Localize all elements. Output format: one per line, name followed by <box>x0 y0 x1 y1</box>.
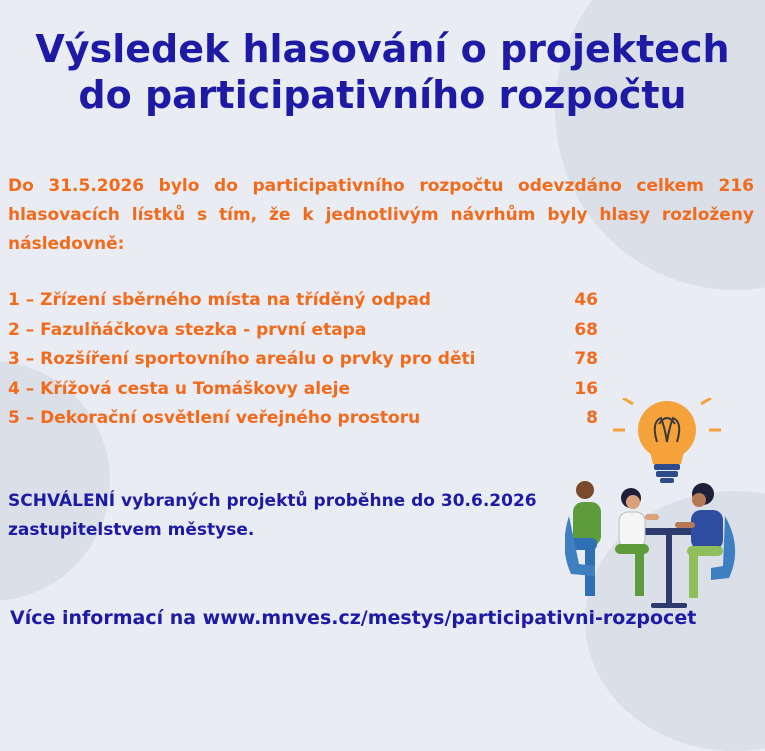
project-votes: 16 <box>574 378 598 399</box>
project-row <box>8 345 598 375</box>
footer-info: Více informací na www.mnves.cz/mestys/participativni-rozpocet <box>10 607 697 629</box>
project-row <box>8 286 598 316</box>
approval-line-2: zastupitelstvem městyse. <box>8 520 255 540</box>
approval-line-1: SCHVÁLENÍ vybraných projektů proběhne do 30.6.2026 <box>8 491 537 511</box>
project-label: 5 – Dekorační osvětlení veřejného prostoru <box>8 408 421 428</box>
project-label: 2 – Fazulňáčkova stezka - první etapa <box>8 319 367 340</box>
lightbulb-team-icon <box>565 398 765 618</box>
title-line-2: do participativního rozpočtu <box>78 73 687 117</box>
page-title <box>0 26 765 118</box>
project-votes: 46 <box>574 290 598 310</box>
project-row <box>8 404 598 434</box>
project-votes: 8 <box>586 408 598 428</box>
project-list <box>8 286 598 434</box>
intro-paragraph: Do 31.5.2026 bylo do participativního rozpočtu odevzdáno celkem 216 hlasovacích lístků s tím, že k jednotlivým návrhům byly hlasy rozloženy následovně: <box>8 176 754 254</box>
project-votes: 68 <box>574 319 598 340</box>
project-label: 3 – Rozšíření sportovního areálu o prvky pro děti <box>8 349 476 369</box>
project-label: 1 – Zřízení sběrného místa na tříděný odpad <box>8 290 431 310</box>
approval-note <box>8 487 588 545</box>
project-votes: 78 <box>574 349 598 369</box>
title-line-1: Výsledek hlasování o projektech <box>35 27 730 71</box>
project-row <box>8 375 598 405</box>
project-row <box>8 316 598 346</box>
project-label: 4 – Křížová cesta u Tomáškovy aleje <box>8 378 350 399</box>
